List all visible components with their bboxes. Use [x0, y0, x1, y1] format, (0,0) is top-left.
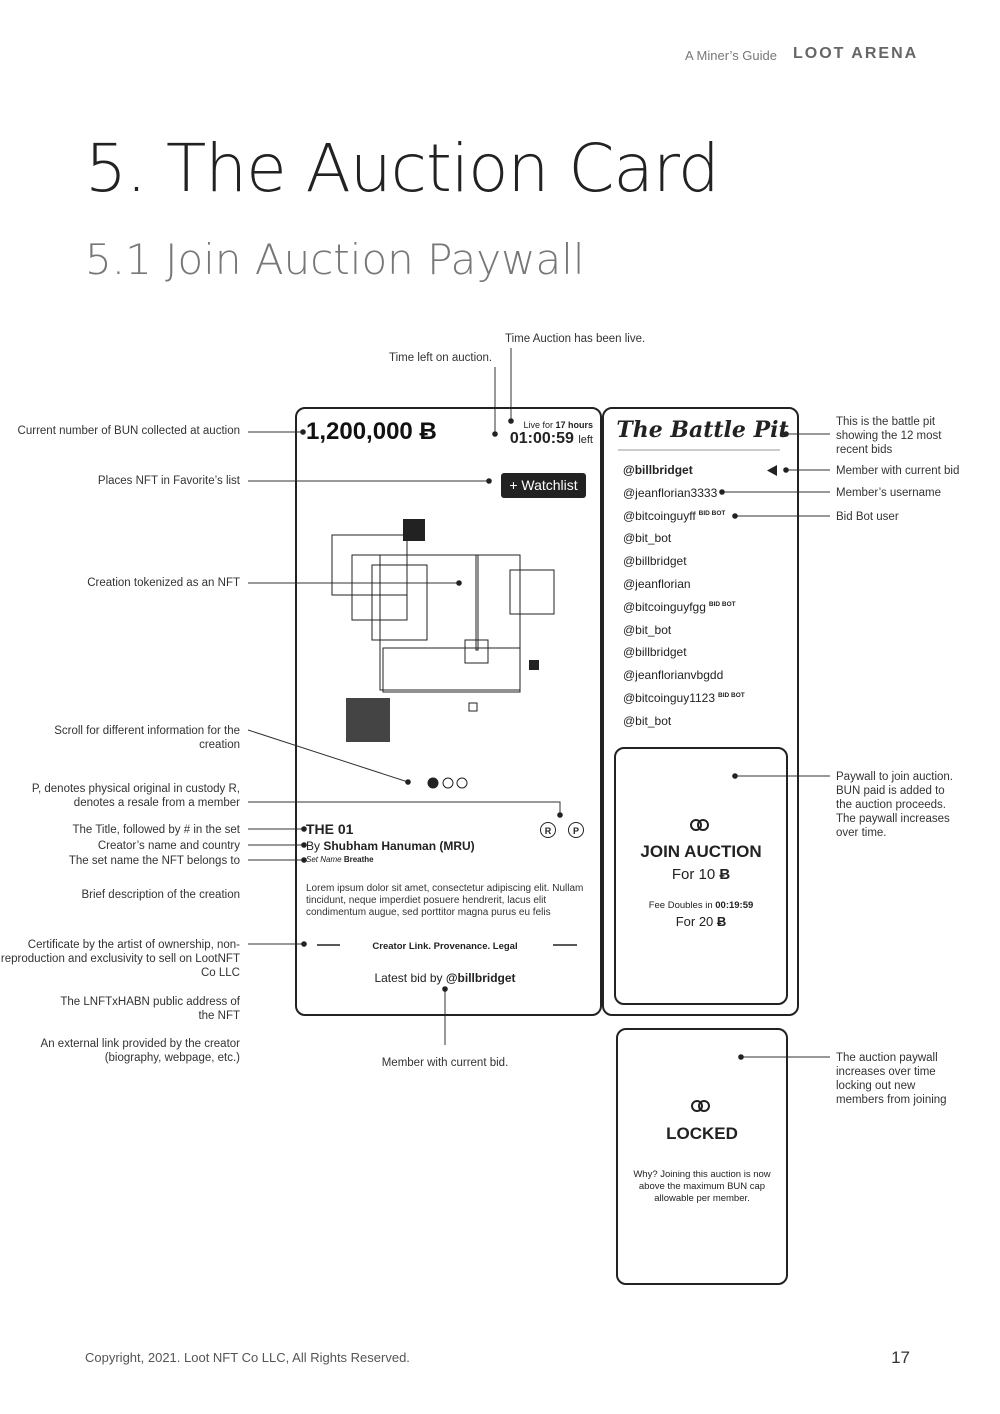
- label-public-address: The LNFTxHABN public address of the NFT: [60, 996, 240, 1022]
- nft-title: THE 01: [306, 821, 354, 837]
- creator-value: Shubham Hanuman (MRU): [323, 839, 475, 853]
- label-p-r: P, denotes physical original in custody R, denotes a resale from a member: [31, 783, 240, 809]
- bid-username[interactable]: @jeanflorian: [623, 577, 691, 591]
- bid-list-item[interactable]: [623, 531, 671, 545]
- page-title: 5. The Auction Card: [85, 130, 719, 207]
- label-external-link: An external link provided by the creator (biography, webpage, etc.): [40, 1038, 240, 1064]
- battle-pit-divider: [618, 448, 783, 452]
- bid-list-item[interactable]: [623, 554, 687, 568]
- set-value: Breathe: [343, 855, 374, 864]
- physical-badge: P: [568, 822, 584, 838]
- header-logo: LOOT ARENA: [793, 45, 919, 62]
- bid-list-item[interactable]: [623, 645, 687, 659]
- bun-symbol-icon: Ƀ: [719, 866, 731, 883]
- bid-list-item[interactable]: [623, 509, 725, 523]
- bid-list-item[interactable]: [623, 714, 671, 728]
- bid-username[interactable]: @bit_bot: [623, 531, 672, 546]
- join-price: [616, 866, 786, 883]
- bid-bot-badge: BID BOT: [698, 509, 726, 517]
- auction-timer: [490, 430, 593, 448]
- bid-username[interactable]: @bitcoinguy1123: [623, 691, 716, 705]
- bid-list-item[interactable]: [623, 486, 717, 500]
- bid-bot-badge: BID BOT: [718, 692, 745, 699]
- bid-username[interactable]: @bitcoinguyff: [623, 508, 696, 523]
- label-bun-count: Current number of BUN collected at auction: [17, 425, 240, 437]
- bun-amount-value: 1,200,000: [306, 418, 413, 445]
- timer-suffix: left: [578, 434, 593, 446]
- label-locked: The auction paywall increases over time locking out new members from joining: [836, 1052, 947, 1106]
- live-for: [500, 420, 593, 430]
- set-name: [306, 855, 374, 864]
- label-creation: Creation tokenized as an NFT: [87, 577, 240, 589]
- live-prefix: Live for: [523, 420, 556, 430]
- nft-artwork[interactable]: [320, 510, 570, 750]
- by-prefix: By: [306, 839, 324, 853]
- bid-list-item[interactable]: [623, 600, 736, 614]
- bid-list-item[interactable]: [623, 463, 693, 477]
- label-battle-pit: This is the battle pit showing the 12 most recent bids: [836, 416, 942, 456]
- latest-bid: [330, 971, 560, 985]
- label-time-live: Time Auction has been live.: [505, 333, 646, 345]
- link-chain-icon: [689, 1099, 713, 1113]
- footer-copyright: Copyright, 2021. Loot NFT Co LLC, All Rights Reserved.: [85, 1350, 410, 1365]
- label-favorites: Places NFT in Favorite’s list: [97, 475, 240, 487]
- bun-symbol-icon: Ƀ: [419, 418, 437, 445]
- label-username: Member’s username: [836, 487, 942, 499]
- bid-username[interactable]: @jeanflorianvbgdd: [623, 668, 724, 683]
- battle-pit-title: The Battle Pit: [616, 417, 789, 443]
- bid-username[interactable]: @billbridget: [623, 554, 687, 569]
- bid-username[interactable]: @jeanflorian3333: [623, 485, 718, 500]
- latest-user[interactable]: @billbridget: [445, 971, 516, 985]
- join-price-next-value: For 20: [675, 914, 714, 929]
- bid-username[interactable]: @bitcoinguyfgg: [623, 599, 706, 614]
- live-value: 17 hours: [555, 420, 593, 430]
- locked-reason: Why? Joining this auction is now above the maximum BUN cap allowable per member.: [633, 1169, 771, 1204]
- label-set: The set name the NFT belongs to: [68, 855, 240, 867]
- join-price-value: For 10: [671, 866, 716, 883]
- timer-value: 01:00:59: [509, 430, 574, 447]
- label-bid-bot: Bid Bot user: [836, 511, 899, 523]
- current-bid-arrow-icon: [765, 465, 779, 477]
- fee-doubles: [616, 900, 786, 911]
- watchlist-button[interactable]: + Watchlist: [501, 473, 586, 498]
- fee-time: 00:19:59: [715, 900, 754, 911]
- bid-username[interactable]: @billbridget: [623, 463, 693, 477]
- label-title: The Title, followed by # in the set: [72, 824, 240, 836]
- locked-card: [616, 1028, 788, 1285]
- fee-prefix: Fee Doubles in: [648, 900, 716, 911]
- bid-list-item[interactable]: [623, 623, 671, 637]
- creator-name: [306, 839, 475, 853]
- bid-list-item[interactable]: [623, 577, 691, 591]
- bid-username[interactable]: @bit_bot: [623, 713, 672, 728]
- label-scroll: Scroll for different information for the creation: [54, 725, 240, 751]
- label-certificate: Certificate by the artist of ownership, non-reproduction and exclusivity to sell on LootNFT Co LLC: [0, 939, 240, 979]
- link-chain-icon: [688, 818, 712, 832]
- label-current-bid: Member with current bid: [836, 465, 960, 477]
- bun-symbol-icon: Ƀ: [716, 914, 727, 929]
- label-description: Brief description of the creation: [81, 889, 240, 901]
- carousel-dots[interactable]: [425, 775, 475, 791]
- header-guide-text: A Miner’s Guide: [684, 48, 777, 63]
- set-label: Set Name: [306, 855, 342, 864]
- section-title: 5.1 Join Auction Paywall: [85, 235, 585, 284]
- label-latest-bid: Member with current bid.: [381, 1057, 509, 1069]
- label-paywall: Paywall to join auction. BUN paid is added to the auction proceeds. The paywall increases over time.: [836, 771, 953, 839]
- label-creator: Creator’s name and country: [97, 840, 240, 852]
- resale-badge: R: [540, 822, 556, 838]
- bid-username[interactable]: @bit_bot: [623, 622, 672, 637]
- bid-list-item[interactable]: [623, 691, 745, 705]
- bid-username[interactable]: @billbridget: [623, 645, 687, 660]
- label-time-left: Time left on auction.: [389, 352, 493, 364]
- latest-prefix: Latest bid by: [374, 971, 446, 985]
- creator-links[interactable]: Creator Link. Provenance. Legal: [372, 941, 518, 952]
- locked-title: LOCKED: [666, 1124, 738, 1143]
- bun-amount: [306, 418, 437, 446]
- bid-bot-badge: BID BOT: [708, 600, 736, 608]
- join-auction-title: JOIN AUCTION: [640, 842, 762, 861]
- join-price-next: [616, 914, 786, 929]
- page-number: 17: [891, 1348, 910, 1367]
- bid-list-item[interactable]: [623, 668, 723, 682]
- nft-description: Lorem ipsum dolor sit amet, consectetur adipiscing elit. Nullam tincidunt, neque imperdiet posuere hendrerit, lacus elit condimentum augue, sed porttitor magna purus eu felis: [306, 883, 584, 918]
